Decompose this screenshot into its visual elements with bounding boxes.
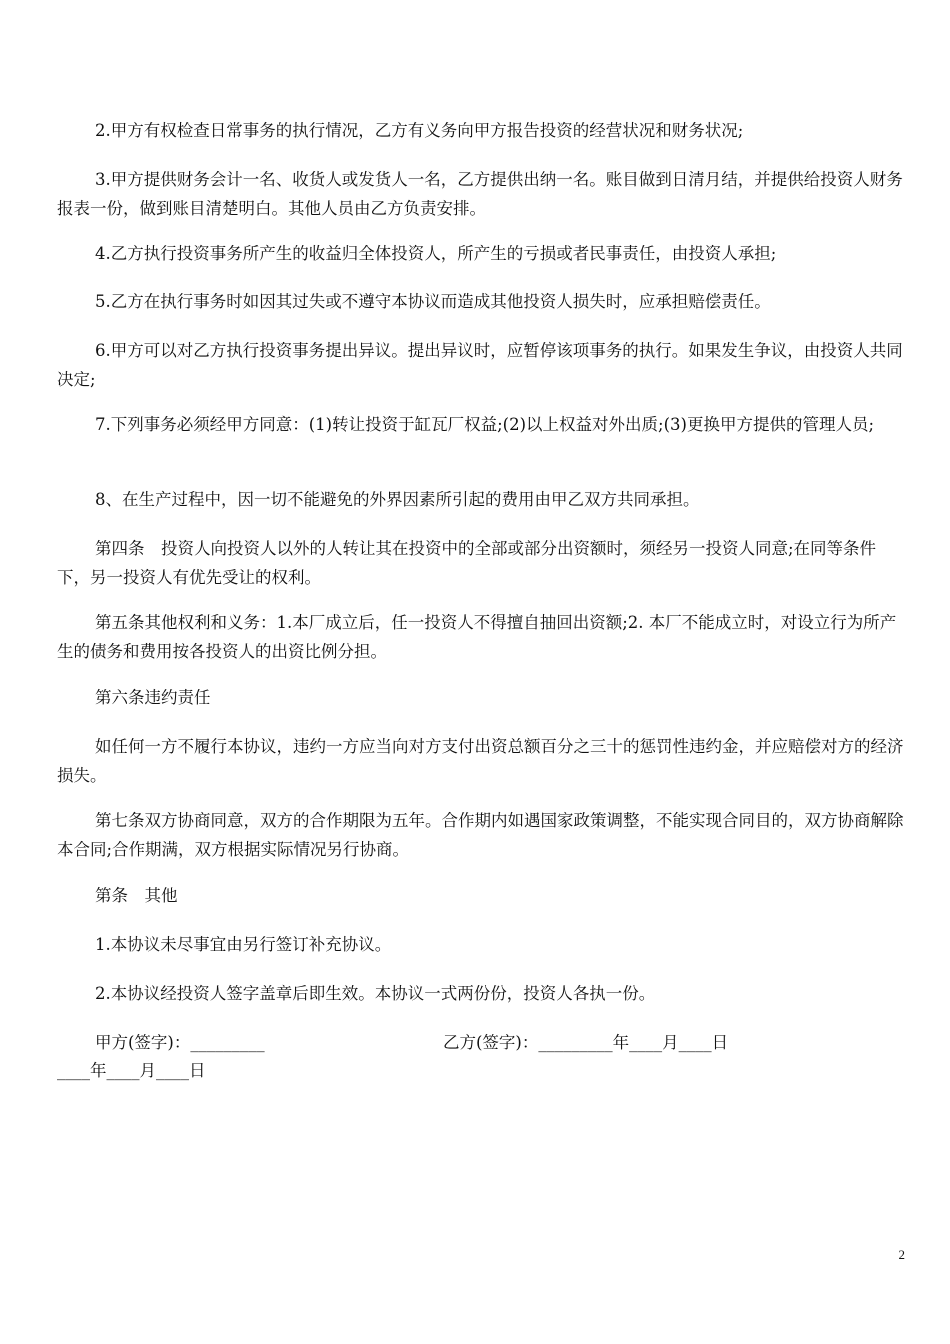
signature-date-line: ____年____月____日 bbox=[57, 1061, 206, 1080]
paragraph-clause-5: 5.乙方在执行事务时如因其过失或不遵守本协议而造成其他投资人损失时，应承担赔偿责任。 bbox=[95, 292, 771, 311]
paragraph-clause-6: 6.甲方可以对乙方执行投资事务提出异议。提出异议时，应暂停该项事务的执行。如果发生争议，由投资人共同决定; bbox=[57, 341, 903, 389]
party-b-signature: 乙方(签字)：_________年____月____日 bbox=[443, 1033, 729, 1052]
paragraph-clause-8: 8、在生产过程中，因一切不能避免的外界因素所引起的费用由甲乙双方共同承担。 bbox=[95, 490, 700, 509]
paragraph-article-6-heading: 第六条违约责任 bbox=[95, 688, 211, 707]
paragraph-article-5: 第五条其他权利和义务：1.本厂成立后，任一投资人不得擅自抽回出资额;2. 本厂不能成立时，对设立行为所产生的债务和费用按各投资人的出资比例分担。 bbox=[57, 613, 897, 661]
paragraph-article-4: 第四条 投资人向投资人以外的人转让其在投资中的全部或部分出资额时，须经另一投资人同意;在同等条件下，另一投资人有优先受让的权利。 bbox=[57, 539, 877, 587]
paragraph-other-1: 1.本协议未尽事宜由另行签订补充协议。 bbox=[95, 935, 392, 954]
paragraph-clause-4: 4.乙方执行投资事务所产生的收益归全体投资人，所产生的亏损或者民事责任，由投资人承担; bbox=[95, 244, 777, 263]
party-a-signature: 甲方(签字)：_________ bbox=[95, 1033, 265, 1052]
paragraph-other-2: 2.本协议经投资人签字盖章后即生效。本协议一式两份份，投资人各执一份。 bbox=[95, 984, 656, 1003]
paragraph-clause-7: 7.下列事务必须经甲方同意：(1)转让投资于缸瓦厂权益;(2)以上权益对外出质;(3)更换甲方提供的管理人员; bbox=[95, 415, 875, 434]
paragraph-breach-liability: 如任何一方不履行本协议，违约一方应当向对方支付出资总额百分之三十的惩罚性违约金，并应赔偿对方的经济损失。 bbox=[57, 737, 904, 785]
paragraph-other-heading: 第条 其他 bbox=[95, 886, 178, 905]
page-number: 2 bbox=[898, 1247, 905, 1262]
paragraph-clause-2: 2.甲方有权检查日常事务的执行情况，乙方有义务向甲方报告投资的经营状况和财务状况; bbox=[95, 121, 744, 140]
paragraph-article-7: 第七条双方协商同意，双方的合作期限为五年。合作期内如遇国家政策调整，不能实现合同目的，双方协商解除本合同;合作期满，双方根据实际情况另行协商。 bbox=[57, 811, 904, 859]
paragraph-clause-3: 3.甲方提供财务会计一名、收货人或发货人一名，乙方提供出纳一名。账目做到日清月结，并提供给投资人财务报表一份，做到账目清楚明白。其他人员由乙方负责安排。 bbox=[57, 170, 903, 218]
